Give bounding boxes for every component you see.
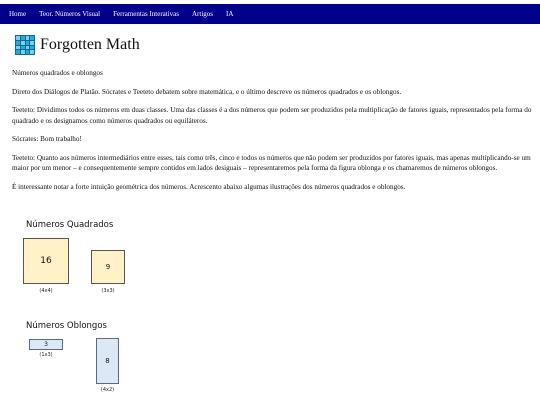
article-paragraph: É interessante notar a forte intuição geométrica dos números. Acrescento abaixo algumas ilustrações dos números quadrados e oblongos. — [12, 183, 406, 192]
site-title: Forgotten Math — [40, 36, 140, 53]
oblong-3-caption: (1x3) — [39, 352, 53, 358]
nav-link-articles[interactable]: Artigos — [191, 10, 213, 18]
nav-link-visual-number-theory[interactable]: Teor. Números Visual — [39, 10, 101, 18]
article-paragraph: Teeteto: Quanto aos números intermediários entre esses, tais como três, cinco e todos os números que não podem ser produzidos por fatores iguais, mas apenas multiplicando-se um maior por um menor – e consequentemente sempre contidos em lados desiguais – representaremos pela forma da figura oblonga e os chamaremos de números oblongos. — [12, 154, 531, 173]
top-navbar — [0, 4, 540, 24]
article-paragraph: Sócrates: Bom trabalho! — [12, 135, 82, 144]
tile-value: 16 — [40, 256, 52, 266]
nav-link-home[interactable]: Home — [9, 10, 27, 18]
article-heading: Números quadrados e oblongos — [12, 69, 103, 77]
tile-value: 3 — [44, 341, 48, 348]
brand[interactable] — [15, 35, 140, 55]
square-9-caption: (3x3) — [101, 288, 115, 294]
nav-link-interactive-tools[interactable]: Ferramentas Interativas — [113, 10, 179, 18]
article-paragraph: Teeteto: Dividimos todos os números em duas classes. Uma das classes é a dos números que podem ser produzidos pela multiplicação de fatores iguais, representados pela forma do quadrado e os designamos como números quadrados ou equiláteros. — [12, 106, 532, 125]
oblong-8-caption: (4x2) — [100, 387, 115, 393]
oblong-number-3-tile — [29, 339, 63, 350]
square-number-9-tile — [91, 250, 125, 284]
tile-value: 9 — [105, 263, 111, 271]
tile-value: 8 — [105, 357, 110, 365]
article-body — [12, 68, 532, 201]
grid-logo-icon — [15, 35, 35, 55]
article-paragraph: Direto dos Diálogos de Platão. Sócrates e Teeteto debatem sobre matemática, e o último descreve os números quadrados e os oblongos. — [12, 87, 402, 96]
square-16-caption: (4x4) — [39, 288, 53, 294]
oblong-number-8-tile — [96, 338, 119, 384]
square-number-16-tile — [23, 238, 69, 284]
squares-section-title: Números Quadrados — [26, 220, 114, 230]
oblongs-section-title: Números Oblongos — [26, 321, 107, 331]
nav-link-ia[interactable]: IA — [225, 10, 234, 18]
